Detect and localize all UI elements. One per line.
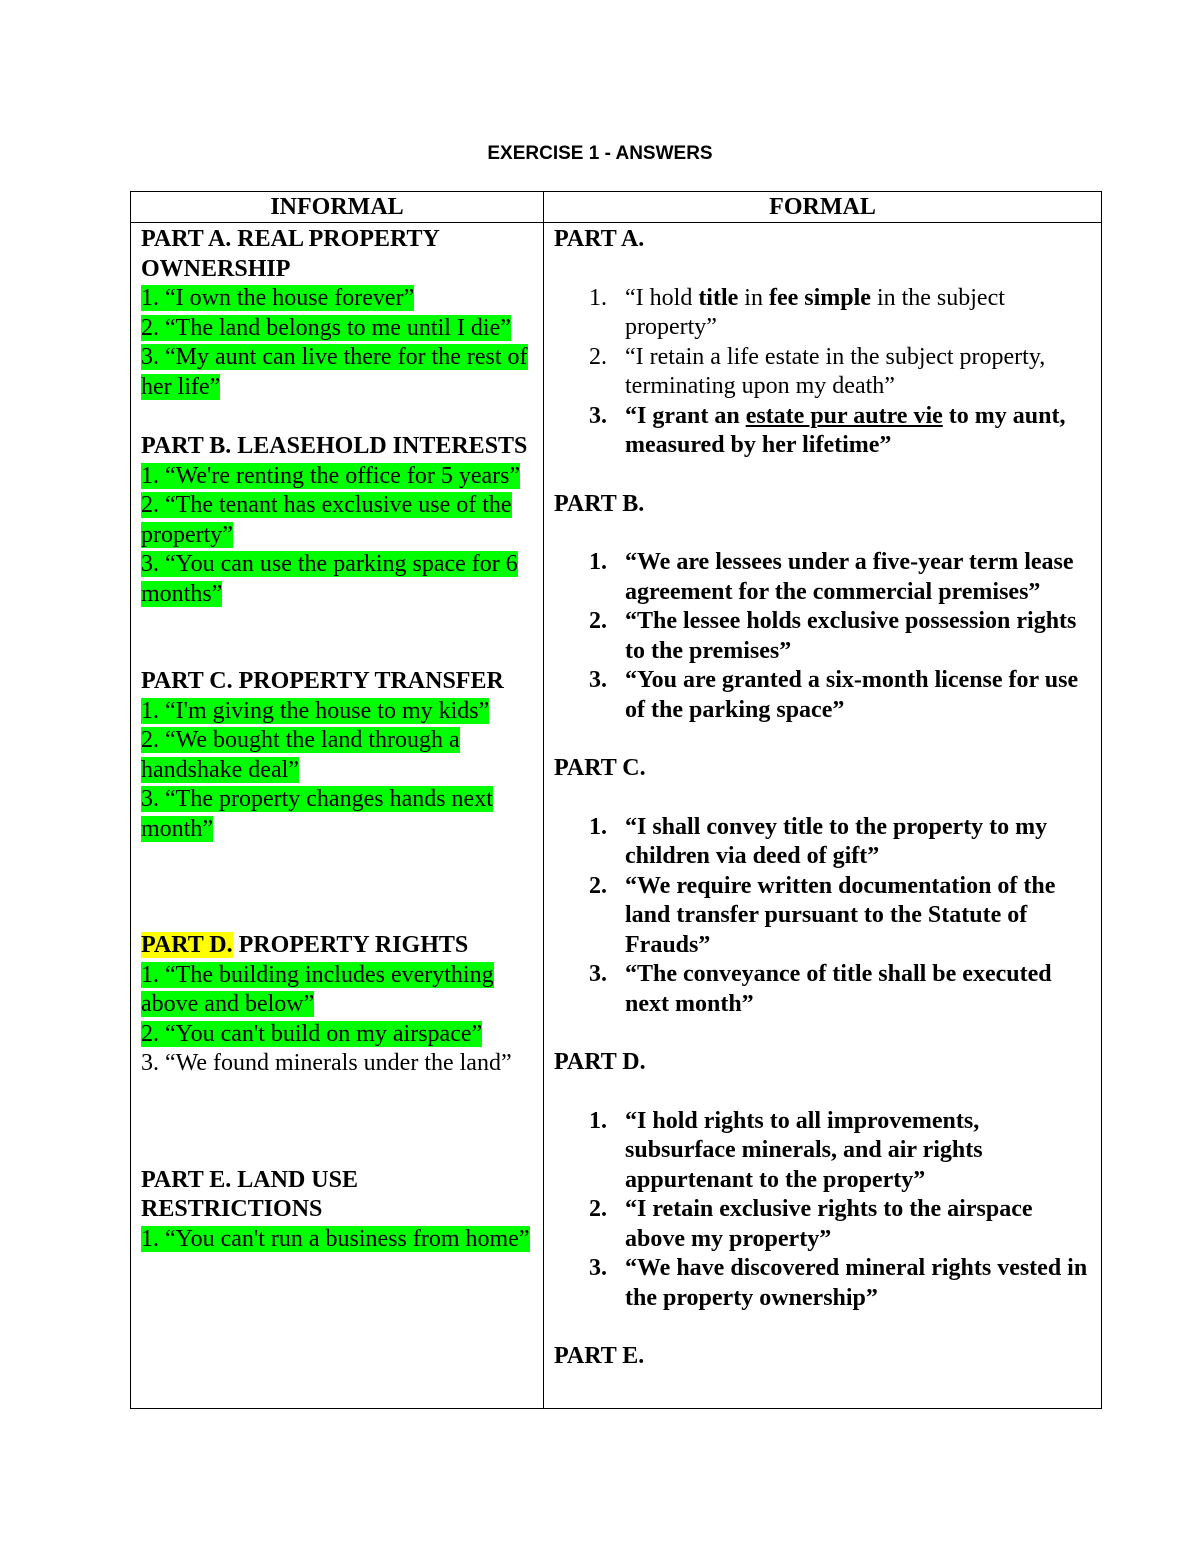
document-title: EXERCISE 1 - ANSWERS	[487, 143, 713, 164]
formal-d-item-1: 1. “I hold rights to all improvements, subsurface minerals, and air rights appurtenant to the property”	[589, 1107, 983, 1193]
formal-c-item-2: 2. “We require written documentation of the land transfer pursuant to the Statute of Frauds”	[589, 872, 1056, 958]
formal-c-item-3: 3. “The conveyance of title shall be executed next month”	[589, 961, 1052, 1017]
formal-a-item-2: 2. “I retain a life estate in the subject property, terminating upon my death”	[589, 343, 1046, 399]
formal-d-list	[554, 1107, 1091, 1314]
formal-part-c-heading: PART C.	[554, 755, 646, 781]
informal-part-e-heading: PART E. LAND USE RESTRICTIONS	[141, 1166, 358, 1222]
formal-b-list	[554, 548, 1091, 725]
informal-c-item-1: 1. “I'm giving the house to my kids”	[141, 697, 490, 724]
informal-d-item-1: 1. “The building includes everything above and below”	[141, 961, 494, 1017]
formal-c-list	[554, 813, 1091, 1020]
formal-b-item-3: 3. “You are granted a six-month license for use of the parking space”	[589, 667, 1079, 723]
informal-part-a-heading: PART A. REAL PROPERTY OWNERSHIP	[141, 226, 439, 282]
informal-c-item-3: 3. “The property changes hands next month”	[141, 786, 493, 842]
list-number: 1.	[589, 284, 607, 311]
list-number: 2.	[589, 343, 607, 370]
formal-a-list	[554, 284, 1091, 461]
informal-d-item-3: 3. “We found minerals under the land”	[141, 1050, 512, 1076]
formal-part-a-heading: PART A.	[554, 226, 645, 252]
formal-part-b-heading: PART B.	[554, 490, 645, 517]
part-d-label: PART D.	[141, 932, 233, 958]
formal-b-item-2: 2. “The lessee holds exclusive possession rights to the premises”	[589, 608, 1077, 664]
formal-c-item-1: 1. “I shall convey title to the property to my children via deed of gift”	[589, 813, 1048, 869]
informal-c-item-2: 2. “We bought the land through a handshake deal”	[141, 727, 460, 783]
informal-part-b-heading: PART B. LEASEHOLD INTERESTS	[141, 433, 528, 459]
informal-column	[131, 223, 544, 1409]
formal-part-e-heading: PART E.	[554, 1343, 645, 1369]
formal-column	[544, 223, 1102, 1409]
informal-b-item-2: 2. “The tenant has exclusive use of the property”	[141, 492, 512, 548]
answers-table	[130, 191, 1102, 1409]
list-number: 3.	[589, 402, 607, 429]
informal-b-item-3: 3. “You can use the parking space for 6 months”	[141, 551, 518, 607]
informal-a-item-1: 1. “I own the house forever”	[141, 285, 415, 311]
formal-b-item-1: 1. “We are lessees under a five-year term lease agreement for the commercial premises”	[589, 549, 1074, 605]
informal-d-item-2: 2. “You can't build on my airspace”	[141, 1020, 483, 1047]
formal-a-item-3: 3. “I grant an estate pur autre vie to my aunt, measured by her lifetime”	[589, 402, 1066, 458]
informal-part-c-heading: PART C. PROPERTY TRANSFER	[141, 668, 504, 694]
informal-b-item-1: 1. “We're renting the office for 5 years”	[141, 462, 521, 489]
informal-a-item-2: 2. “The land belongs to me until I die”	[141, 314, 511, 341]
formal-header: FORMAL	[544, 192, 1102, 223]
formal-part-d-heading: PART D.	[554, 1049, 646, 1075]
formal-d-item-3: 3. “We have discovered mineral rights vested in the property ownership”	[589, 1255, 1088, 1311]
informal-part-d-heading	[141, 931, 535, 961]
formal-a-item-1: 1. “I hold title in fee simple in the subject property”	[589, 284, 1005, 340]
part-d-rest: PROPERTY RIGHTS	[232, 932, 469, 958]
informal-header: INFORMAL	[131, 192, 544, 223]
formal-d-item-2: 2. “I retain exclusive rights to the airspace above my property”	[589, 1196, 1033, 1252]
informal-a-item-3: 3. “My aunt can live there for the rest of her life”	[141, 344, 528, 400]
informal-e-item-1: 1. “You can't run a business from home”	[141, 1225, 530, 1252]
